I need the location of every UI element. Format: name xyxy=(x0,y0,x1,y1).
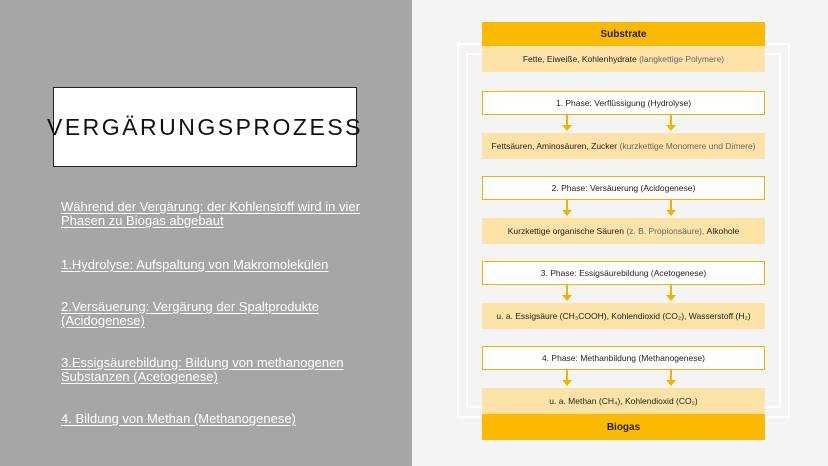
phase-3-box xyxy=(482,261,765,285)
biogas-label: Biogas xyxy=(606,421,641,433)
intermediate-4-label: u. a. Methan (CH₄), Kohlendioxid (CO₂) xyxy=(549,396,698,406)
substrate-header xyxy=(482,22,765,46)
intermediate-1-main: Fettsäuren, Aminosäuren, Zucker xyxy=(491,141,618,151)
bullet-versaeuerung[interactable]: 2.Versäuerung: Vergärung der Spaltprodukte (Acidogenese) xyxy=(61,299,320,328)
phase-1-label: 1. Phase: Verflüssigung (Hydrolyse) xyxy=(555,98,692,108)
bullet-methan[interactable]: 4. Bildung von Methan (Methanogenese) xyxy=(61,411,296,426)
phase-3-label: 3. Phase: Essigsäurebildung (Acetogenese) xyxy=(540,268,707,278)
intermediate-4-box xyxy=(482,388,765,414)
substrate-detail-note: (langkettige Polymere) xyxy=(639,54,725,64)
intermediate-2-main: Kurzkettige organische Säuren xyxy=(507,226,624,236)
biogas-footer xyxy=(482,414,765,440)
arrow-down-icon xyxy=(666,295,676,301)
phase-4-box xyxy=(482,346,765,370)
arrow-down-icon xyxy=(666,125,676,131)
intermediate-1-note: (kurzkettige Monomere und Dimere) xyxy=(619,141,756,151)
intermediate-3-box xyxy=(482,303,765,329)
bullet-essigsaeure[interactable]: 3.Essigsäurebildung: Bildung von methanogenen Substanzen (Acetogenese) xyxy=(61,355,344,384)
slide-title: VERGÄRUNGSPROZESS xyxy=(47,113,363,140)
phase-4-label: 4. Phase: Methanbildung (Methanogenese) xyxy=(541,353,706,363)
arrow-down-icon xyxy=(562,210,572,216)
bullet-hydrolyse[interactable]: 1.Hydrolyse: Aufspaltung von Makromolekülen xyxy=(61,257,329,272)
intermediate-2-box xyxy=(482,218,765,244)
intermediate-2-tail: Alkohole xyxy=(706,226,740,236)
phase-2-label: 2. Phase: Versäuerung (Acidogenese) xyxy=(551,183,696,193)
phase-2-box xyxy=(482,176,765,200)
intermediate-3-label: u. a. Essigsäure (CH₃COOH), Kohlendioxid (CO₂), Wasserstoff (H₂) xyxy=(496,311,751,321)
phase-1-box xyxy=(482,91,765,115)
arrow-down-icon xyxy=(562,295,572,301)
substrate-detail-main: Fette, Eiweiße, Kohlenhydrate xyxy=(522,54,637,64)
intermediate-2-note: (z. B. Propionsäure), xyxy=(626,226,705,236)
arrow-down-icon xyxy=(562,125,572,131)
arrow-down-icon xyxy=(562,380,572,386)
arrow-down-icon xyxy=(666,380,676,386)
intermediate-1-box xyxy=(482,133,765,159)
substrate-label: Substrate xyxy=(600,28,647,40)
bullet-intro[interactable]: Während der Vergärung: der Kohlenstoff wird in vier Phasen zu Biogas abgebaut xyxy=(61,199,360,228)
substrate-detail xyxy=(482,46,765,72)
arrow-down-icon xyxy=(666,210,676,216)
